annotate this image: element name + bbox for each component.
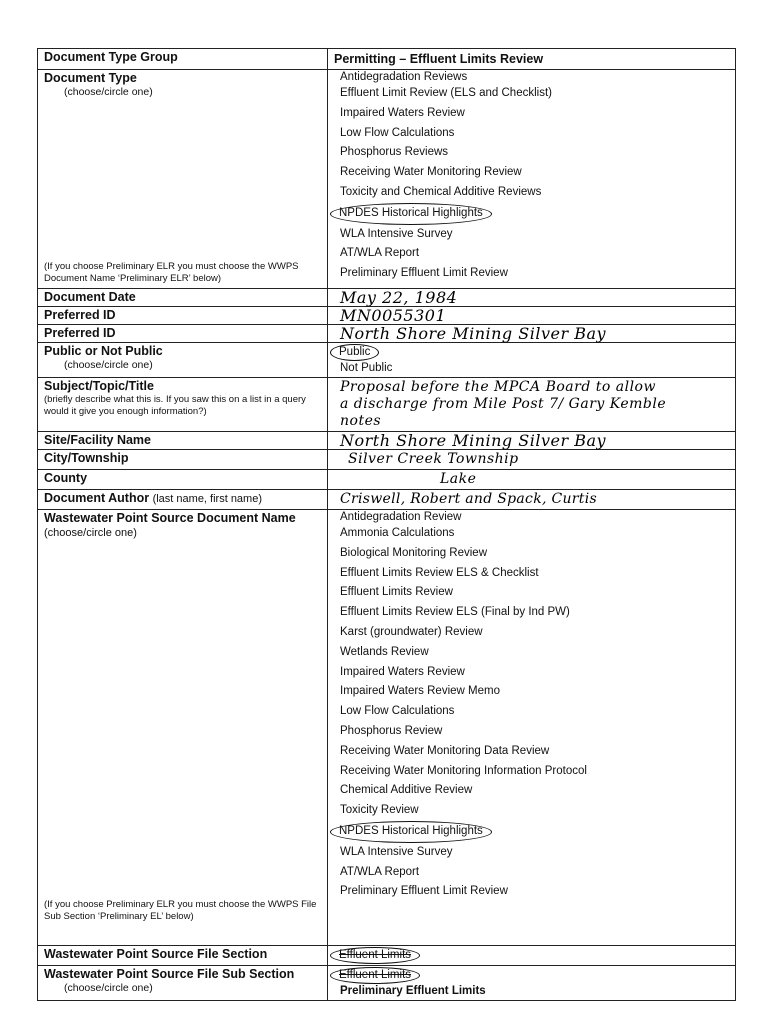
file-sub-option-selected[interactable]: Effluent Limits	[340, 967, 723, 984]
city-label: City/Township	[44, 451, 129, 465]
public-hint: (choose/circle one)	[64, 359, 153, 371]
subject-line[interactable]: Proposal before the MPCA Board to allow	[340, 379, 656, 395]
wwps-option[interactable]: Preliminary Effluent Limit Review	[340, 885, 508, 898]
wwps-option[interactable]: Low Flow Calculations	[340, 705, 455, 718]
subject-line[interactable]: a discharge from Mile Post 7/ Gary Kemble	[340, 396, 667, 412]
wwps-option[interactable]: Toxicity Review	[340, 804, 419, 817]
preferred-id-label: Preferred ID	[44, 308, 116, 322]
doc-type-option-selected[interactable]: NPDES Historical Highlights	[340, 203, 723, 225]
wwps-option[interactable]: Impaired Waters Review	[340, 665, 465, 678]
file-section-row	[38, 946, 735, 966]
subject-line[interactable]: notes	[340, 413, 382, 429]
wwps-option[interactable]: Effluent Limits Review ELS (Final by Ind PW)	[340, 606, 570, 619]
author-label: Document Author (last name, first name)	[44, 491, 262, 505]
site-label: Site/Facility Name	[44, 433, 151, 447]
doc-type-option[interactable]: Effluent Limit Review (ELS and Checklist)	[340, 87, 552, 99]
file-sub-section-row	[38, 966, 735, 1000]
header-right: Permitting – Effluent Limits Review	[334, 52, 544, 66]
file-section-value[interactable]: Effluent Limits	[340, 947, 723, 964]
wwps-option[interactable]: Chemical Additive Review	[340, 784, 473, 797]
county-value[interactable]: Lake	[440, 471, 477, 487]
wwps-document-hint: (choose/circle one)	[44, 527, 137, 539]
document-date-row	[38, 289, 735, 307]
wwps-option[interactable]: Receiving Water Monitoring Data Review	[340, 744, 550, 757]
preferred-id-label: Preferred ID	[44, 326, 116, 340]
doc-type-option[interactable]: WLA Intensive Survey	[340, 227, 453, 240]
header-row	[38, 49, 735, 70]
wwps-option[interactable]: Ammonia Calculations	[340, 527, 455, 539]
doc-type-option[interactable]: Low Flow Calculations	[340, 126, 455, 139]
author-row	[38, 490, 735, 510]
county-row	[38, 470, 735, 490]
public-label: Public or Not Public	[44, 344, 163, 358]
document-type-note: (If you choose Preliminary ELR you must choose the WWPS Document Name ‘Preliminary ELR’ below)	[44, 261, 299, 284]
wwps-option[interactable]: AT/WLA Report	[340, 865, 420, 878]
wwps-document-note: (If you choose Preliminary ELR you must choose the WWPS File Sub Section ‘Preliminary EL’ below)	[44, 899, 317, 922]
document-type-label: Document Type	[44, 71, 137, 85]
county-label: County	[44, 471, 88, 485]
file-sub-option[interactable]: Preliminary Effluent Limits	[340, 985, 486, 997]
file-section-label: Wastewater Point Source File Section	[44, 947, 268, 961]
public-option-selected[interactable]: Public	[340, 344, 723, 361]
doc-type-option[interactable]: Preliminary Effluent Limit Review	[340, 267, 508, 280]
city-row	[38, 450, 735, 470]
subject-row	[38, 378, 735, 432]
preferred-id-value[interactable]: North Shore Mining Silver Bay	[340, 324, 607, 343]
doc-type-option[interactable]: Impaired Waters Review	[340, 106, 465, 119]
doc-type-option[interactable]: AT/WLA Report	[340, 247, 420, 260]
file-sub-section-label: Wastewater Point Source File Sub Section	[44, 967, 295, 981]
preferred-id-row	[38, 325, 735, 343]
wwps-option[interactable]: Phosphorus Review	[340, 724, 443, 737]
wwps-option[interactable]: Impaired Waters Review Memo	[340, 685, 500, 698]
wwps-option[interactable]: WLA Intensive Survey	[340, 845, 453, 858]
wwps-document-label: Wastewater Point Source Document Name	[44, 511, 296, 525]
wwps-document-row	[38, 510, 735, 946]
wwps-option[interactable]: Effluent Limits Review	[340, 586, 453, 599]
header-left: Document Type Group	[44, 50, 178, 64]
document-date-label: Document Date	[44, 290, 136, 304]
wwps-option[interactable]: Effluent Limits Review ELS & Checklist	[340, 566, 539, 579]
doc-type-option[interactable]: Receiving Water Monitoring Review	[340, 166, 522, 179]
doc-type-option[interactable]: Phosphorus Reviews	[340, 146, 449, 159]
document-type-row	[38, 70, 735, 289]
wwps-option[interactable]: Biological Monitoring Review	[340, 546, 488, 559]
wwps-option[interactable]: Antidegradation Review	[340, 511, 462, 523]
document-date-value[interactable]: May 22, 1984	[340, 288, 458, 307]
preferred-id-value[interactable]: MN0055301	[340, 306, 447, 325]
subject-hint: (briefly describe what this is. If you saw this on a list in a query would it give you enough information?)	[44, 394, 306, 417]
file-sub-section-hint: (choose/circle one)	[64, 982, 153, 994]
site-value[interactable]: North Shore Mining Silver Bay	[340, 431, 607, 450]
wwps-option[interactable]: Receiving Water Monitoring Information Protocol	[340, 764, 587, 777]
doc-type-option[interactable]: Antidegradation Reviews	[340, 71, 468, 83]
doc-type-option[interactable]: Toxicity and Chemical Additive Reviews	[340, 185, 542, 198]
document-form	[37, 48, 736, 1001]
public-row	[38, 343, 735, 378]
wwps-option[interactable]: Wetlands Review	[340, 645, 429, 658]
site-row	[38, 432, 735, 450]
wwps-option[interactable]: Karst (groundwater) Review	[340, 625, 483, 638]
wwps-option-selected[interactable]: NPDES Historical Highlights	[340, 821, 723, 843]
subject-label: Subject/Topic/Title	[44, 379, 154, 393]
preferred-id-row	[38, 307, 735, 325]
document-type-hint: (choose/circle one)	[64, 86, 153, 98]
not-public-option[interactable]: Not Public	[340, 362, 393, 374]
author-value[interactable]: Criswell, Robert and Spack, Curtis	[340, 491, 597, 507]
city-value[interactable]: Silver Creek Township	[348, 451, 519, 467]
